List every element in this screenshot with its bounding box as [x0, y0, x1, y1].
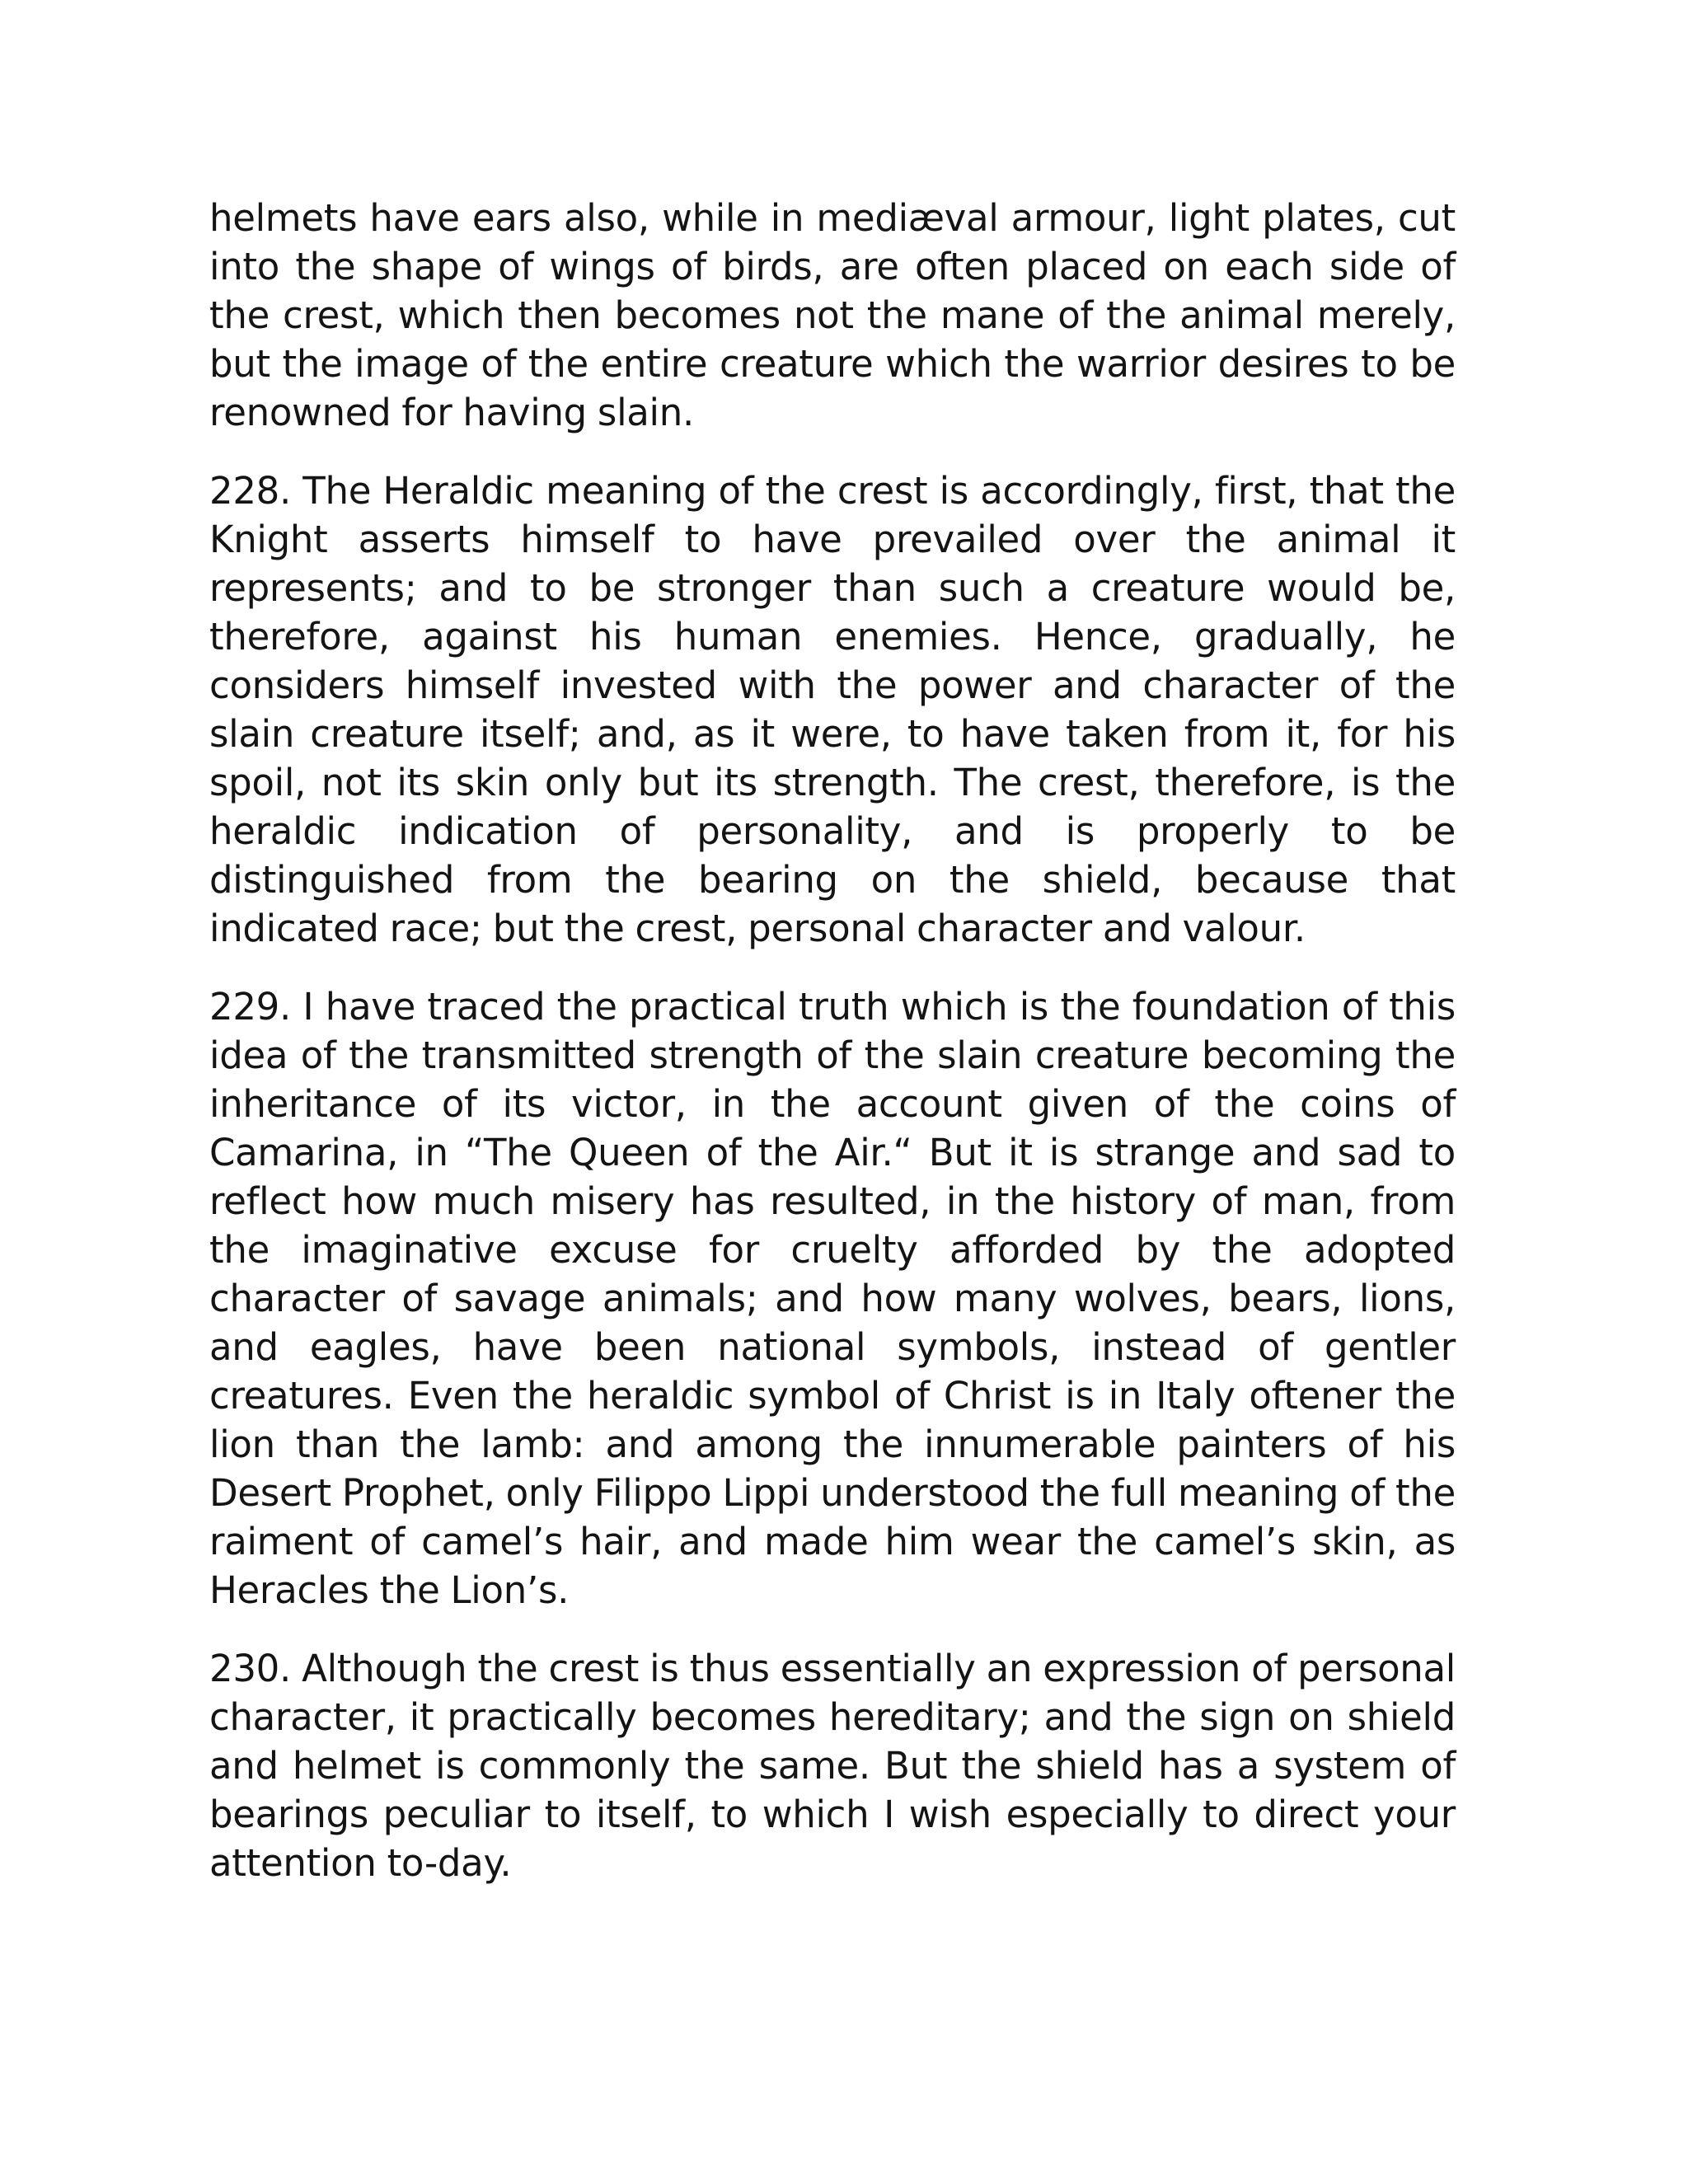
document-page — [209, 194, 1456, 1917]
paragraph-229: 229. I have traced the practical truth which is the foundation of this idea of the transmitted strength of the slain creature becoming the inheritance of its victor, in the account given of the coins of Camarina, in “The Queen of the Air.“ But it is strange and sad to reflect how much misery has resulted, in the history of man, from the imaginative excuse for cruelty afforded by the adopted character of savage animals; and how many wolves, bears, lions, and eagles, have been national symbols, instead of gentler creatures. Even the heraldic symbol of Christ is in Italy oftener the lion than the lamb: and among the innumerable painters of his Desert Prophet, only Filippo Lippi understood the full meaning of the raiment of camel’s hair, and made him wear the camel’s skin, as Heracles the Lion’s. — [209, 985, 1456, 1612]
paragraph-228: 228. The Heraldic meaning of the crest is accordingly, first, that the Knight asserts himself to have prevailed over the animal it represents; and to be stronger than such a creature would be, therefore, against his human enemies. Hence, gradually, he considers himself invested with the power and character of the slain creature itself; and, as it were, to have taken from it, for his spoil, not its skin only but its strength. The crest, therefore, is the heraldic indication of personality, and is properly to be distinguished from the bearing on the shield, because that indicated race; but the crest, personal character and valour. — [209, 469, 1456, 950]
paragraph-helmets-continuation: helmets have ears also, while in mediæval armour, light plates, cut into the shape of wings of birds, are often placed on each side of the crest, which then becomes not the mane of the animal merely, but the image of the entire creature which the warrior desires to be renowned for having slain. — [209, 196, 1456, 434]
paragraph-230: 230. Although the crest is thus essentially an expression of personal character, it practically becomes hereditary; and the sign on shield and helmet is commonly the same. But the shield has a system of bearings peculiar to itself, to which I wish especially to direct your attention to-day. — [209, 1647, 1456, 1885]
